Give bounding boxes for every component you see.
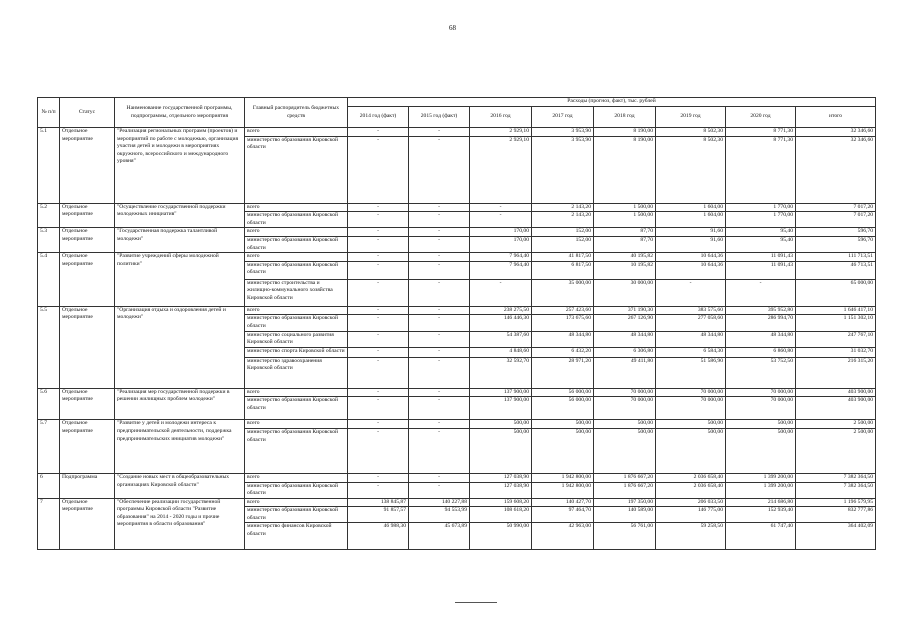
value-cell: 395 952,80 xyxy=(726,306,796,315)
header-year: 2017 год xyxy=(532,107,594,128)
value-cell: 91 857,57 xyxy=(348,507,409,523)
value-cell: 32 346,60 xyxy=(796,136,876,203)
value-cell: 7 964,40 xyxy=(470,253,532,262)
value-cell: - xyxy=(409,473,470,482)
value-cell: 4 848,60 xyxy=(470,347,532,357)
value-cell: 238 275,50 xyxy=(470,306,532,315)
table-row xyxy=(38,203,876,212)
value-cell: 32 346,60 xyxy=(796,128,876,137)
value-cell: - xyxy=(409,388,470,397)
row-distributor: всего xyxy=(245,420,348,429)
value-cell: 500,00 xyxy=(594,420,656,429)
value-cell: - xyxy=(409,347,470,357)
row-status: Отдельное мероприятие xyxy=(60,388,115,420)
row-number: 6 xyxy=(38,473,60,498)
value-cell: 371 190,30 xyxy=(594,306,656,315)
value-cell: 8 502,30 xyxy=(656,128,726,137)
row-distributor: министерство строительства и жилищно-коммунального хозяйства Кировской области xyxy=(245,279,348,306)
value-cell: 10 644,36 xyxy=(656,253,726,262)
value-cell: 97 464,70 xyxy=(532,507,594,523)
row-distributor: министерство образования Кировской области xyxy=(245,212,348,228)
value-cell: 50 990,00 xyxy=(470,523,532,550)
value-cell: 500,00 xyxy=(656,428,726,473)
value-cell: 35 000,00 xyxy=(532,279,594,306)
value-cell: 1 604,00 xyxy=(656,212,726,228)
value-cell: 70 000,00 xyxy=(656,388,726,397)
value-cell: - xyxy=(409,212,470,228)
value-cell: 10 644,36 xyxy=(656,261,726,279)
value-cell: 1 604,00 xyxy=(656,203,726,212)
table-row xyxy=(38,228,876,237)
value-cell: 7 382 364,50 xyxy=(796,482,876,498)
page-number: 68 xyxy=(449,24,456,32)
value-cell: 1 876 667,20 xyxy=(594,482,656,498)
value-cell: 7 017,20 xyxy=(796,212,876,228)
row-name: "Развитие у детей и молодежи интереса к предпринимательской деятельности, поддержка предпринимательских инициатив молодежи" xyxy=(115,420,245,474)
row-name: "Развитие учреждений сферы молодежной политики" xyxy=(115,253,245,307)
row-name: "Обеспечение реализации государственной программы Кировской области "Развитие образования" на 2014 - 2020 годы и прочие мероприятия в области образования" xyxy=(115,498,245,550)
value-cell: 6 584,30 xyxy=(656,347,726,357)
footer-line xyxy=(455,602,497,603)
value-cell: - xyxy=(348,315,409,331)
row-number: 5.2 xyxy=(38,203,60,228)
value-cell: 247 767,10 xyxy=(796,331,876,347)
row-number: 5.7 xyxy=(38,420,60,474)
value-cell: 500,00 xyxy=(726,420,796,429)
value-cell: 56 761,00 xyxy=(594,523,656,550)
value-cell: 257 423,60 xyxy=(532,306,594,315)
row-distributor: всего xyxy=(245,388,348,397)
row-status: Отдельное мероприятие xyxy=(60,203,115,228)
value-cell: - xyxy=(348,357,409,388)
value-cell: 41 817,50 xyxy=(532,253,594,262)
header-year: 2014 год (факт) xyxy=(348,107,409,128)
value-cell: 216 315,20 xyxy=(796,357,876,388)
row-distributor: всего xyxy=(245,306,348,315)
value-cell: 500,00 xyxy=(656,420,726,429)
value-cell: 3 953,90 xyxy=(532,136,594,203)
value-cell: - xyxy=(409,420,470,429)
value-cell: 140 227,88 xyxy=(409,498,470,507)
value-cell: - xyxy=(409,136,470,203)
value-cell: 46 988,30 xyxy=(348,523,409,550)
value-cell: 95,40 xyxy=(726,228,796,237)
value-cell: 45 673,89 xyxy=(409,523,470,550)
table-row xyxy=(38,388,876,397)
value-cell: 2 143,20 xyxy=(532,212,594,228)
header-num: № п/п xyxy=(38,98,60,128)
value-cell: - xyxy=(348,128,409,137)
table-row xyxy=(38,128,876,137)
value-cell: 91,60 xyxy=(656,236,726,252)
value-cell: 8 771,30 xyxy=(726,128,796,137)
value-cell: 1 942 800,00 xyxy=(532,473,594,482)
value-cell: 108 618,20 xyxy=(470,507,532,523)
value-cell: 46 713,51 xyxy=(796,261,876,279)
value-cell: - xyxy=(348,228,409,237)
table-row xyxy=(38,420,876,429)
value-cell: - xyxy=(348,212,409,228)
value-cell: 500,00 xyxy=(470,420,532,429)
value-cell: 170,00 xyxy=(470,228,532,237)
row-number: 7 xyxy=(38,498,60,550)
value-cell: 206 033,50 xyxy=(656,498,726,507)
value-cell: 42 963,00 xyxy=(532,523,594,550)
value-cell: - xyxy=(348,331,409,347)
value-cell: 403 900,00 xyxy=(796,388,876,397)
value-cell: - xyxy=(348,253,409,262)
value-cell: 28 971,20 xyxy=(532,357,594,388)
value-cell: - xyxy=(348,482,409,498)
value-cell: - xyxy=(409,482,470,498)
value-cell: 500,00 xyxy=(532,420,594,429)
value-cell: 197 350,00 xyxy=(594,498,656,507)
value-cell: 51 586,90 xyxy=(656,357,726,388)
value-cell: 1 399 200,00 xyxy=(726,473,796,482)
row-distributor: всего xyxy=(245,253,348,262)
value-cell: 7 964,40 xyxy=(470,261,532,279)
value-cell: 1 876 667,20 xyxy=(594,473,656,482)
value-cell: - xyxy=(470,279,532,306)
row-status: Отдельное мероприятие xyxy=(60,420,115,474)
value-cell: 383 575,60 xyxy=(656,306,726,315)
value-cell: 1 770,00 xyxy=(726,203,796,212)
value-cell: 32 592,70 xyxy=(470,357,532,388)
row-number: 5.6 xyxy=(38,388,60,420)
row-distributor: всего xyxy=(245,128,348,137)
value-cell: 94 553,99 xyxy=(409,507,470,523)
row-number: 5.3 xyxy=(38,228,60,253)
value-cell: - xyxy=(409,261,470,279)
value-cell: 2 036 658,40 xyxy=(656,473,726,482)
row-distributor: министерство социального развития Кировской области xyxy=(245,331,348,347)
value-cell: - xyxy=(348,428,409,473)
value-cell: 1 151 302,10 xyxy=(796,315,876,331)
value-cell: 2 929,10 xyxy=(470,136,532,203)
value-cell: - xyxy=(348,397,409,420)
value-cell: - xyxy=(348,420,409,429)
value-cell: 3 953,90 xyxy=(532,128,594,137)
table-row xyxy=(38,306,876,315)
value-cell: - xyxy=(409,228,470,237)
value-cell: 267 126,90 xyxy=(594,315,656,331)
header-year: 2020 год xyxy=(726,107,796,128)
value-cell: - xyxy=(726,279,796,306)
value-cell: 2 500,00 xyxy=(796,428,876,473)
value-cell: 53 752,50 xyxy=(726,357,796,388)
value-cell: - xyxy=(409,428,470,473)
table-row xyxy=(38,498,876,507)
expenses-table xyxy=(37,97,876,550)
row-distributor: министерство образования Кировской области xyxy=(245,397,348,420)
value-cell: 1 942 800,00 xyxy=(532,482,594,498)
value-cell: 127 038,90 xyxy=(470,473,532,482)
value-cell: - xyxy=(348,306,409,315)
value-cell: 596,70 xyxy=(796,228,876,237)
value-cell: 87,70 xyxy=(594,236,656,252)
row-distributor: министерство образования Кировской области xyxy=(245,236,348,252)
value-cell: - xyxy=(409,397,470,420)
row-status: Отдельное мероприятие xyxy=(60,228,115,253)
value-cell: - xyxy=(348,473,409,482)
value-cell: - xyxy=(409,306,470,315)
value-cell: 8 190,00 xyxy=(594,136,656,203)
value-cell: 56 000,00 xyxy=(532,397,594,420)
value-cell: - xyxy=(348,236,409,252)
value-cell: 48 344,80 xyxy=(726,331,796,347)
value-cell: 152,00 xyxy=(532,228,594,237)
value-cell: 70 000,00 xyxy=(594,388,656,397)
value-cell: 48 344,80 xyxy=(656,331,726,347)
row-distributor: министерство образования Кировской области xyxy=(245,507,348,523)
value-cell: 2 143,20 xyxy=(532,203,594,212)
row-distributor: всего xyxy=(245,498,348,507)
row-number: 5.5 xyxy=(38,306,60,388)
row-distributor: всего xyxy=(245,203,348,212)
row-number: 5.1 xyxy=(38,128,60,204)
value-cell: 214 686,80 xyxy=(726,498,796,507)
value-cell: 127 038,90 xyxy=(470,482,532,498)
value-cell: 54 387,60 xyxy=(470,331,532,347)
value-cell: 8 502,30 xyxy=(656,136,726,203)
value-cell: 10 195,82 xyxy=(594,261,656,279)
row-distributor: всего xyxy=(245,228,348,237)
header-name: Наименование государственной программы, подпрограммы, отдельного мероприятия xyxy=(115,98,245,128)
row-number: 5.4 xyxy=(38,253,60,307)
value-cell: - xyxy=(409,128,470,137)
value-cell: 70 000,00 xyxy=(726,388,796,397)
value-cell: 1 399 200,00 xyxy=(726,482,796,498)
value-cell: 6 306,80 xyxy=(594,347,656,357)
value-cell: - xyxy=(409,279,470,306)
header-year: итого xyxy=(796,107,876,128)
value-cell: 87,70 xyxy=(594,228,656,237)
row-distributor: всего xyxy=(245,473,348,482)
value-cell: - xyxy=(470,203,532,212)
header-year: 2015 год (факт) xyxy=(409,107,470,128)
value-cell: 65 000,00 xyxy=(796,279,876,306)
value-cell: 1 646 417,10 xyxy=(796,306,876,315)
value-cell: 146 775,00 xyxy=(656,507,726,523)
value-cell: - xyxy=(409,357,470,388)
header-year: 2018 год xyxy=(594,107,656,128)
value-cell: 364 402,09 xyxy=(796,523,876,550)
value-cell: 70 000,00 xyxy=(656,397,726,420)
value-cell: - xyxy=(348,347,409,357)
value-cell: 59 258,50 xyxy=(656,523,726,550)
row-distributor: министерство спорта Кировской области xyxy=(245,347,348,357)
value-cell: 1 500,00 xyxy=(594,203,656,212)
value-cell: 48 344,80 xyxy=(594,331,656,347)
header-year: 2019 год xyxy=(656,107,726,128)
row-name: "Государственная поддержка талантливой молодежи" xyxy=(115,228,245,253)
value-cell: - xyxy=(409,236,470,252)
value-cell: 1 770,00 xyxy=(726,212,796,228)
value-cell: - xyxy=(409,331,470,347)
table-row xyxy=(38,253,876,262)
value-cell: 1 500,00 xyxy=(594,212,656,228)
row-name: "Осуществление государственной поддержки молодежных инициатив" xyxy=(115,203,245,228)
value-cell: - xyxy=(409,253,470,262)
value-cell: 159 608,20 xyxy=(470,498,532,507)
value-cell: 31 032,70 xyxy=(796,347,876,357)
value-cell: 6 860,80 xyxy=(726,347,796,357)
value-cell: 70 000,00 xyxy=(726,397,796,420)
value-cell: 48 344,80 xyxy=(532,331,594,347)
value-cell: 2 500,00 xyxy=(796,420,876,429)
value-cell: 61 747,40 xyxy=(726,523,796,550)
value-cell: 40 195,82 xyxy=(594,253,656,262)
value-cell: 56 000,00 xyxy=(532,388,594,397)
value-cell: 11 091,43 xyxy=(726,261,796,279)
value-cell: 6 817,50 xyxy=(532,261,594,279)
value-cell: 137 900,00 xyxy=(470,388,532,397)
row-status: Отдельное мероприятие xyxy=(60,306,115,388)
header-expenses: Расходы (прогноз, факт), тыс. рублей xyxy=(348,98,876,107)
header-year: 2016 год xyxy=(470,107,532,128)
row-distributor: министерство образования Кировской области xyxy=(245,428,348,473)
value-cell: - xyxy=(348,279,409,306)
value-cell: 2 036 658,40 xyxy=(656,482,726,498)
value-cell: 170,00 xyxy=(470,236,532,252)
header-status: Статус xyxy=(60,98,115,128)
row-distributor: министерство образования Кировской области xyxy=(245,482,348,498)
value-cell: - xyxy=(409,315,470,331)
row-name: "Организация отдыха и оздоровления детей и молодежи" xyxy=(115,306,245,388)
value-cell: - xyxy=(348,203,409,212)
value-cell: 173 675,60 xyxy=(532,315,594,331)
value-cell: 49 411,80 xyxy=(594,357,656,388)
value-cell: 70 000,00 xyxy=(594,397,656,420)
value-cell: 152,00 xyxy=(532,236,594,252)
value-cell: 500,00 xyxy=(470,428,532,473)
value-cell: - xyxy=(348,261,409,279)
value-cell: 500,00 xyxy=(726,428,796,473)
value-cell: 146 446,30 xyxy=(470,315,532,331)
value-cell: 138 845,87 xyxy=(348,498,409,507)
value-cell: 95,40 xyxy=(726,236,796,252)
value-cell: 140 589,00 xyxy=(594,507,656,523)
value-cell: - xyxy=(348,388,409,397)
value-cell: 11 091,43 xyxy=(726,253,796,262)
value-cell: 140 427,70 xyxy=(532,498,594,507)
value-cell: 91,60 xyxy=(656,228,726,237)
value-cell: 500,00 xyxy=(594,428,656,473)
value-cell: - xyxy=(348,136,409,203)
value-cell: 152 939,40 xyxy=(726,507,796,523)
row-distributor: министерство финансов Кировской области xyxy=(245,523,348,550)
value-cell: 8 771,30 xyxy=(726,136,796,203)
value-cell: 277 058,60 xyxy=(656,315,726,331)
row-status: Отдельное мероприятие xyxy=(60,128,115,204)
value-cell: 137 900,00 xyxy=(470,397,532,420)
value-cell: 1 196 579,95 xyxy=(796,498,876,507)
value-cell: 2 929,10 xyxy=(470,128,532,137)
value-cell: 30 000,00 xyxy=(594,279,656,306)
row-status: Отдельное мероприятие xyxy=(60,498,115,550)
value-cell: 6 432,20 xyxy=(532,347,594,357)
row-distributor: министерство здравоохранения Кировской области xyxy=(245,357,348,388)
value-cell: 403 900,00 xyxy=(796,397,876,420)
value-cell: 596,70 xyxy=(796,236,876,252)
value-cell: - xyxy=(409,203,470,212)
value-cell: 111 713,51 xyxy=(796,253,876,262)
value-cell: - xyxy=(470,212,532,228)
row-distributor: министерство образования Кировской области xyxy=(245,315,348,331)
row-distributor: министерство образования Кировской области xyxy=(245,136,348,203)
row-status: Подпрограмма xyxy=(60,473,115,498)
row-name: "Создание новых мест в общеобразовательных организациях Кировской области" xyxy=(115,473,245,498)
value-cell: 8 190,00 xyxy=(594,128,656,137)
value-cell: 832 777,86 xyxy=(796,507,876,523)
row-status: Отдельное мероприятие xyxy=(60,253,115,307)
value-cell: 7 382 364,50 xyxy=(796,473,876,482)
table-row xyxy=(38,473,876,482)
row-distributor: министерство образования Кировской области xyxy=(245,261,348,279)
row-name: "Реализация мер государственной поддержки в решении жилищных проблем молодежи" xyxy=(115,388,245,420)
row-name: "Реализация региональных программ (проектов) и мероприятий по работе с молодежью, организация участия детей и молодежи в мероприятиях окружного, всероссийского и международного уровня" xyxy=(115,128,245,204)
header-main-distributor: Главный распорядитель бюджетных средств xyxy=(245,98,348,128)
value-cell: 7 017,20 xyxy=(796,203,876,212)
value-cell: 500,00 xyxy=(532,428,594,473)
value-cell: 286 994,70 xyxy=(726,315,796,331)
value-cell: - xyxy=(656,279,726,306)
